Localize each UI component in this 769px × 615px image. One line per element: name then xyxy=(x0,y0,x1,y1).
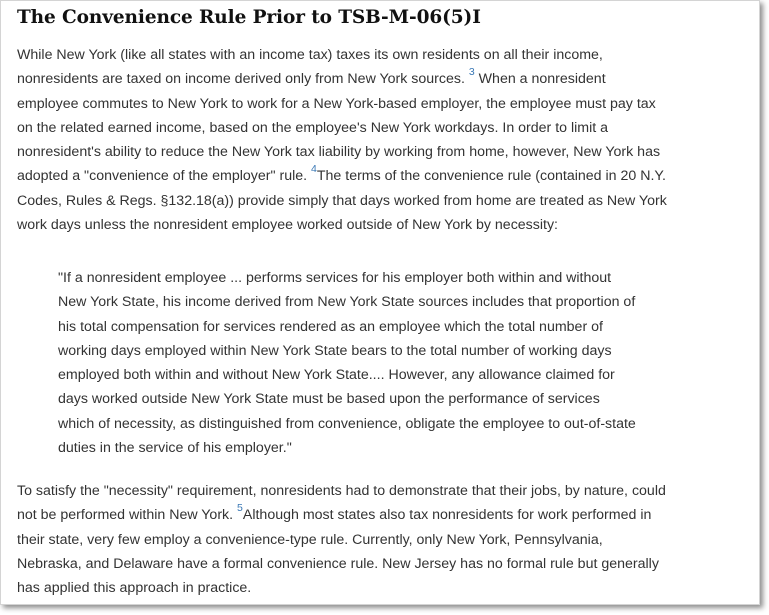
text-run: New York State, his income derived from New York State sources includes that proportion of xyxy=(58,294,636,311)
text-line xyxy=(17,67,717,91)
text-run: Codes, Rules & Regs. §132.18(a)) provide simply that days worked from home are treated as New York xyxy=(17,192,667,209)
text-line xyxy=(17,503,717,527)
text-line xyxy=(17,43,717,67)
text-run: To satisfy the "necessity" requirement, nonresidents had to demonstrate that their jobs, by nature, could xyxy=(17,483,666,499)
text-run: has applied this approach in practice. xyxy=(17,580,252,597)
text-line xyxy=(58,436,708,460)
text-line xyxy=(17,164,717,188)
intro-paragraph xyxy=(17,43,717,237)
text-run: not be performed within New York. xyxy=(17,507,238,524)
text-line xyxy=(58,363,708,387)
text-run: his total compensation for services rendered as an employee which the total number of xyxy=(58,318,603,335)
text-line xyxy=(17,576,717,600)
footnote-ref-4[interactable]: 4 xyxy=(311,162,317,175)
text-run: The terms of the convenience rule (contained in 20 N.Y. xyxy=(316,168,666,185)
text-line xyxy=(17,479,717,503)
text-run: While New York (like all states with an income tax) taxes its own residents on all their income, xyxy=(17,47,603,63)
text-run: employed both within and without New York State.... However, any allowance claimed for xyxy=(58,367,615,384)
text-run: Although most states also tax nonresidents for work performed in xyxy=(242,507,652,524)
text-run: work days unless the nonresident employee worked outside of New York by necessity: xyxy=(17,217,558,234)
text-line xyxy=(17,552,717,576)
text-run: days worked outside New York State must be based upon the performance of services xyxy=(58,391,600,408)
footnote-ref-3[interactable]: 3 xyxy=(468,65,475,78)
text-line xyxy=(58,412,708,436)
text-run: adopted a "convenience of the employer" rule. xyxy=(17,168,312,185)
text-line xyxy=(17,140,717,164)
text-run: which of necessity, as distinguished from convenience, obligate the employee to out-of-state xyxy=(58,415,636,432)
text-run: nonresident's ability to reduce the New York tax liability by working from home, however, New York has xyxy=(17,144,661,161)
text-line xyxy=(58,266,708,290)
text-run: employee commutes to New York to work for a New York-based employer, the employee must pay tax xyxy=(17,95,656,112)
text-run: nonresidents are taxed on income derived only from New York sources. xyxy=(17,71,469,88)
text-line xyxy=(58,339,708,363)
text-line xyxy=(17,213,717,237)
text-line xyxy=(17,92,717,116)
text-run: When a nonresident xyxy=(474,71,606,88)
text-run: working days employed within New York State bears to the total number of working days xyxy=(58,342,612,359)
text-line xyxy=(17,189,717,213)
regulation-blockquote xyxy=(58,266,708,460)
text-line xyxy=(58,290,708,314)
text-line xyxy=(17,528,717,552)
text-line xyxy=(58,387,708,411)
necessity-paragraph xyxy=(17,479,717,600)
text-run: duties in the service of his employer." xyxy=(58,440,292,457)
text-run: Nebraska, and Delaware have a formal convenience rule. New Jersey has no formal rule but generally xyxy=(17,555,659,572)
article-title: The Convenience Rule Prior to TSB-M-06(5)I xyxy=(17,7,481,28)
text-run: "If a nonresident employee ... performs services for his employer both within and without xyxy=(58,270,612,286)
footnote-ref-5[interactable]: 5 xyxy=(237,501,243,514)
text-run: on the related earned income, based on the employee's New York workdays. In order to limit a xyxy=(17,119,609,136)
text-line xyxy=(58,315,708,339)
text-line xyxy=(17,116,717,140)
text-run: their state, very few employ a convenience-type rule. Currently, only New York, Pennsylvania, xyxy=(17,531,603,548)
